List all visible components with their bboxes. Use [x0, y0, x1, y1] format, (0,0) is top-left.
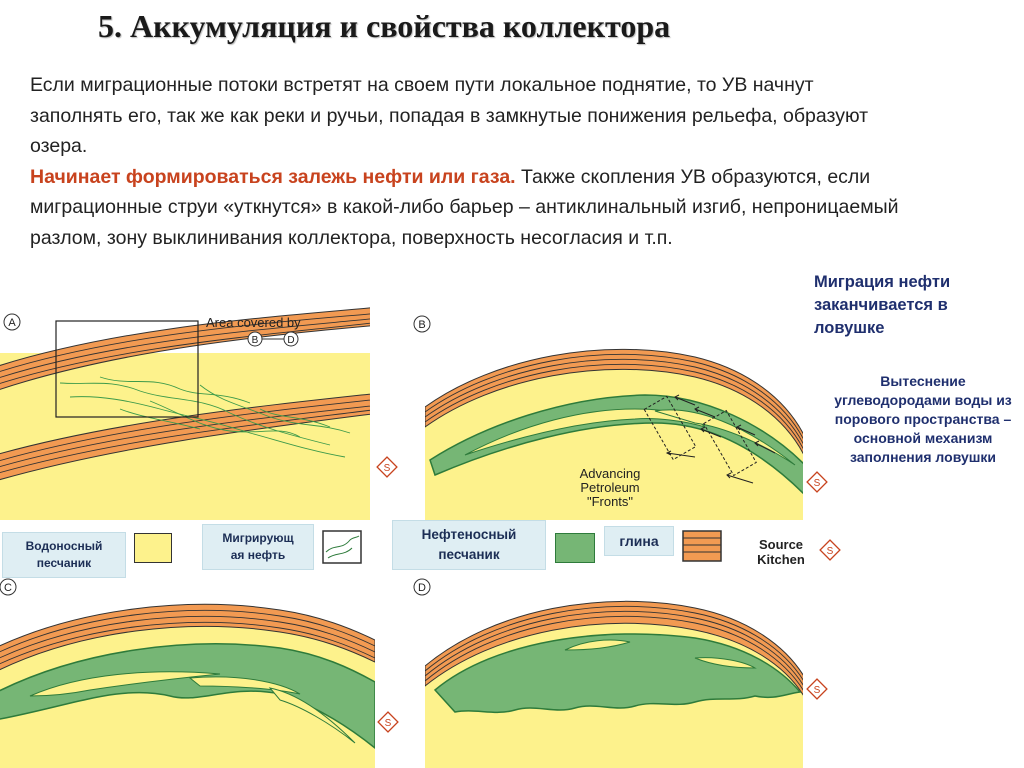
panel-b-diagram: [405, 305, 835, 520]
panel-a-letter: A: [8, 317, 16, 329]
source-icon: [807, 679, 827, 699]
intro-highlight: Начинает формироваться залежь нефти или газа.: [30, 165, 516, 188]
svg-text:S: S: [383, 463, 391, 474]
legend-aquifer-swatch: [134, 533, 172, 563]
mechanism-caption: Вытеснение углеводородами воды из порового пространства – основной механизм заполнения ловушки: [834, 373, 1012, 465]
source-icon: [377, 457, 397, 477]
legend-migrating-oil-label: Мигрирующ ая нефть: [202, 524, 314, 570]
legend-oil-sand-swatch: [555, 533, 595, 563]
svg-text:S: S: [813, 478, 821, 489]
migration-ends-caption: Миграция нефти заканчивается в ловушке: [814, 273, 951, 337]
intro-paragraph-2: [30, 162, 910, 254]
intro-paragraph-1: Если миграционные потоки встретят на своем пути локальное поднятие, то УВ начнут заполнять его, так же как реки и ручьи, попадая в замкнутые понижения рельефа, образуют озера.: [30, 74, 869, 157]
legend-aquifer-label: Водоносный песчаник: [2, 532, 126, 578]
source-icon: [818, 538, 842, 562]
area-covered-label: Area covered by: [206, 315, 301, 330]
intro-text: [30, 70, 910, 253]
panel-d-letter: D: [418, 582, 426, 594]
legend-source-kitchen-label: Source Kitchen: [757, 537, 805, 567]
legend-oil-sand-label: Нефтеносный песчаник: [392, 520, 546, 570]
legend-clay-swatch: [682, 530, 722, 562]
svg-text:S: S: [384, 718, 392, 729]
page-title: 5. Аккумуляция и свойства коллектора: [98, 8, 671, 44]
panel-b-letter: B: [418, 319, 426, 331]
legend-clay-label: глина: [604, 526, 674, 556]
fronts-label-line1: Advancing: [579, 466, 641, 481]
fronts-label-line2: Petroleum: [580, 480, 640, 495]
area-covered-d: D: [287, 335, 295, 346]
panel-a-diagram: [0, 305, 391, 520]
source-icon: [378, 712, 398, 732]
source-icon: [807, 472, 827, 492]
legend-migrating-oil-swatch: [322, 530, 362, 564]
panel-c-letter: C: [4, 582, 12, 594]
fronts-label-line3: "Fronts": [586, 494, 634, 509]
panel-d-diagram: [405, 578, 835, 768]
intro-continuation: Также скопления УВ образуются, если миграционные струи «уткнутся» в какой-либо барьер – антиклинальный изгиб, непроницаемый разлом, зону выклинивания коллектора, поверхность несогласия и т.п.: [30, 165, 899, 249]
svg-text:S: S: [813, 685, 821, 696]
svg-text:S: S: [826, 546, 834, 557]
panel-c-diagram: [0, 578, 400, 768]
area-covered-b: B: [251, 335, 259, 346]
